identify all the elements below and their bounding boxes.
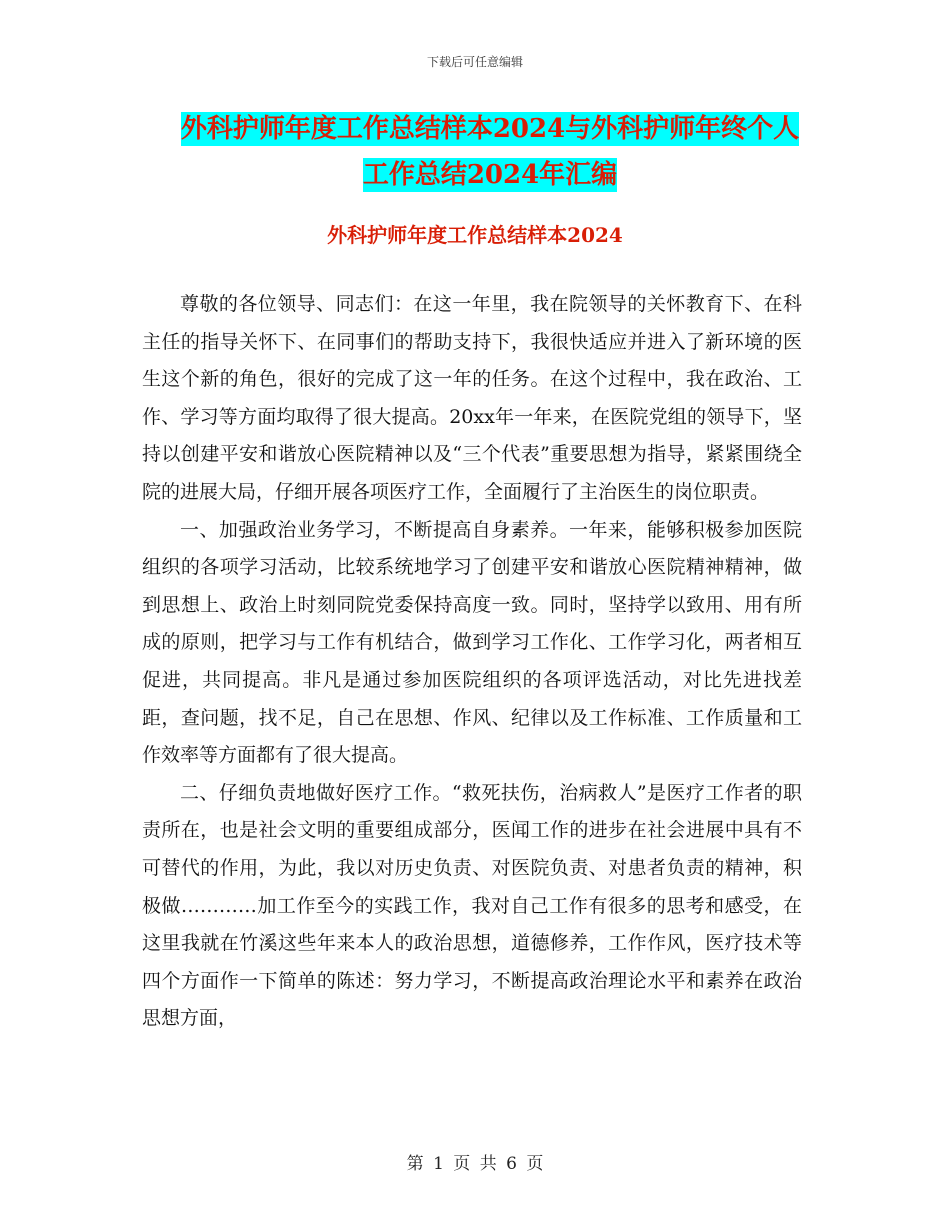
paragraph: 尊敬的各位领导、同志们：在这一年里，我在院领导的关怀教育下、在科主任的指导关怀下、在同事们的帮助支持下，我很快适应并进入了新环境的医生这个新的角色，很好的完成了这一年的任务。在这个过程中，我在政治、工作、学习等方面均取得了很大提高。20xx年一年来，在医院党组的领导下，坚持以创建平安和谐放心医院精神以及“三个代表”重要思想为指导，紧紧围绕全院的进展大局，仔细开展各项医疗工作，全面履行了主治医生的岗位职责。: [142, 293, 802, 503]
document-title: [170, 106, 810, 198]
document-title-line-2: 工作总结2024年汇编: [362, 160, 618, 190]
section-title: 外科护师年度工作总结样本2024: [327, 223, 623, 247]
paragraph: 二、仔细负责地做好医疗工作。“救死扶伤，治病救人”是医疗工作者的职责所在，也是社会文明的重要组成部分，医闻工作的进步在社会进展中具有不可替代的作用，为此，我以对历史负责、对医院负责、对患者负责的精神，积极做…………加工作至今的实践工作，我对自己工作有很多的思考和感受，在这里我就在竹溪这些年来本人的政治思想，道德修养，工作作风，医疗技术等四个方面作一下简单的陈述：努力学习，不断提高政治理论水平和素养在政治思想方面，: [142, 781, 802, 1030]
paragraph: 一、加强政治业务学习，不断提高自身素养。一年来，能够积极参加医院组织的各项学习活动，比较系统地学习了创建平安和谐放心医院精神精神，做到思想上、政治上时刻同院党委保持高度一致。同时，坚持学以致用、用有所成的原则，把学习与工作有机结合，做到学习工作化、工作学习化，两者相互促进，共同提高。非凡是通过参加医院组织的各项评选活动，对比先进找差距，查问题，找不足，自己在思想、作风、纪律以及工作标准、工作质量和工作效率等方面都有了很大提高。: [142, 518, 802, 767]
document-title-line-1: 外科护师年度工作总结样本2024与外科护师年终个人: [180, 114, 800, 144]
document-body: [142, 286, 802, 1038]
page-number-footer: 第 1 页 共 6 页: [406, 1154, 544, 1174]
page-header-note: 下载后可任意编辑: [426, 55, 523, 69]
